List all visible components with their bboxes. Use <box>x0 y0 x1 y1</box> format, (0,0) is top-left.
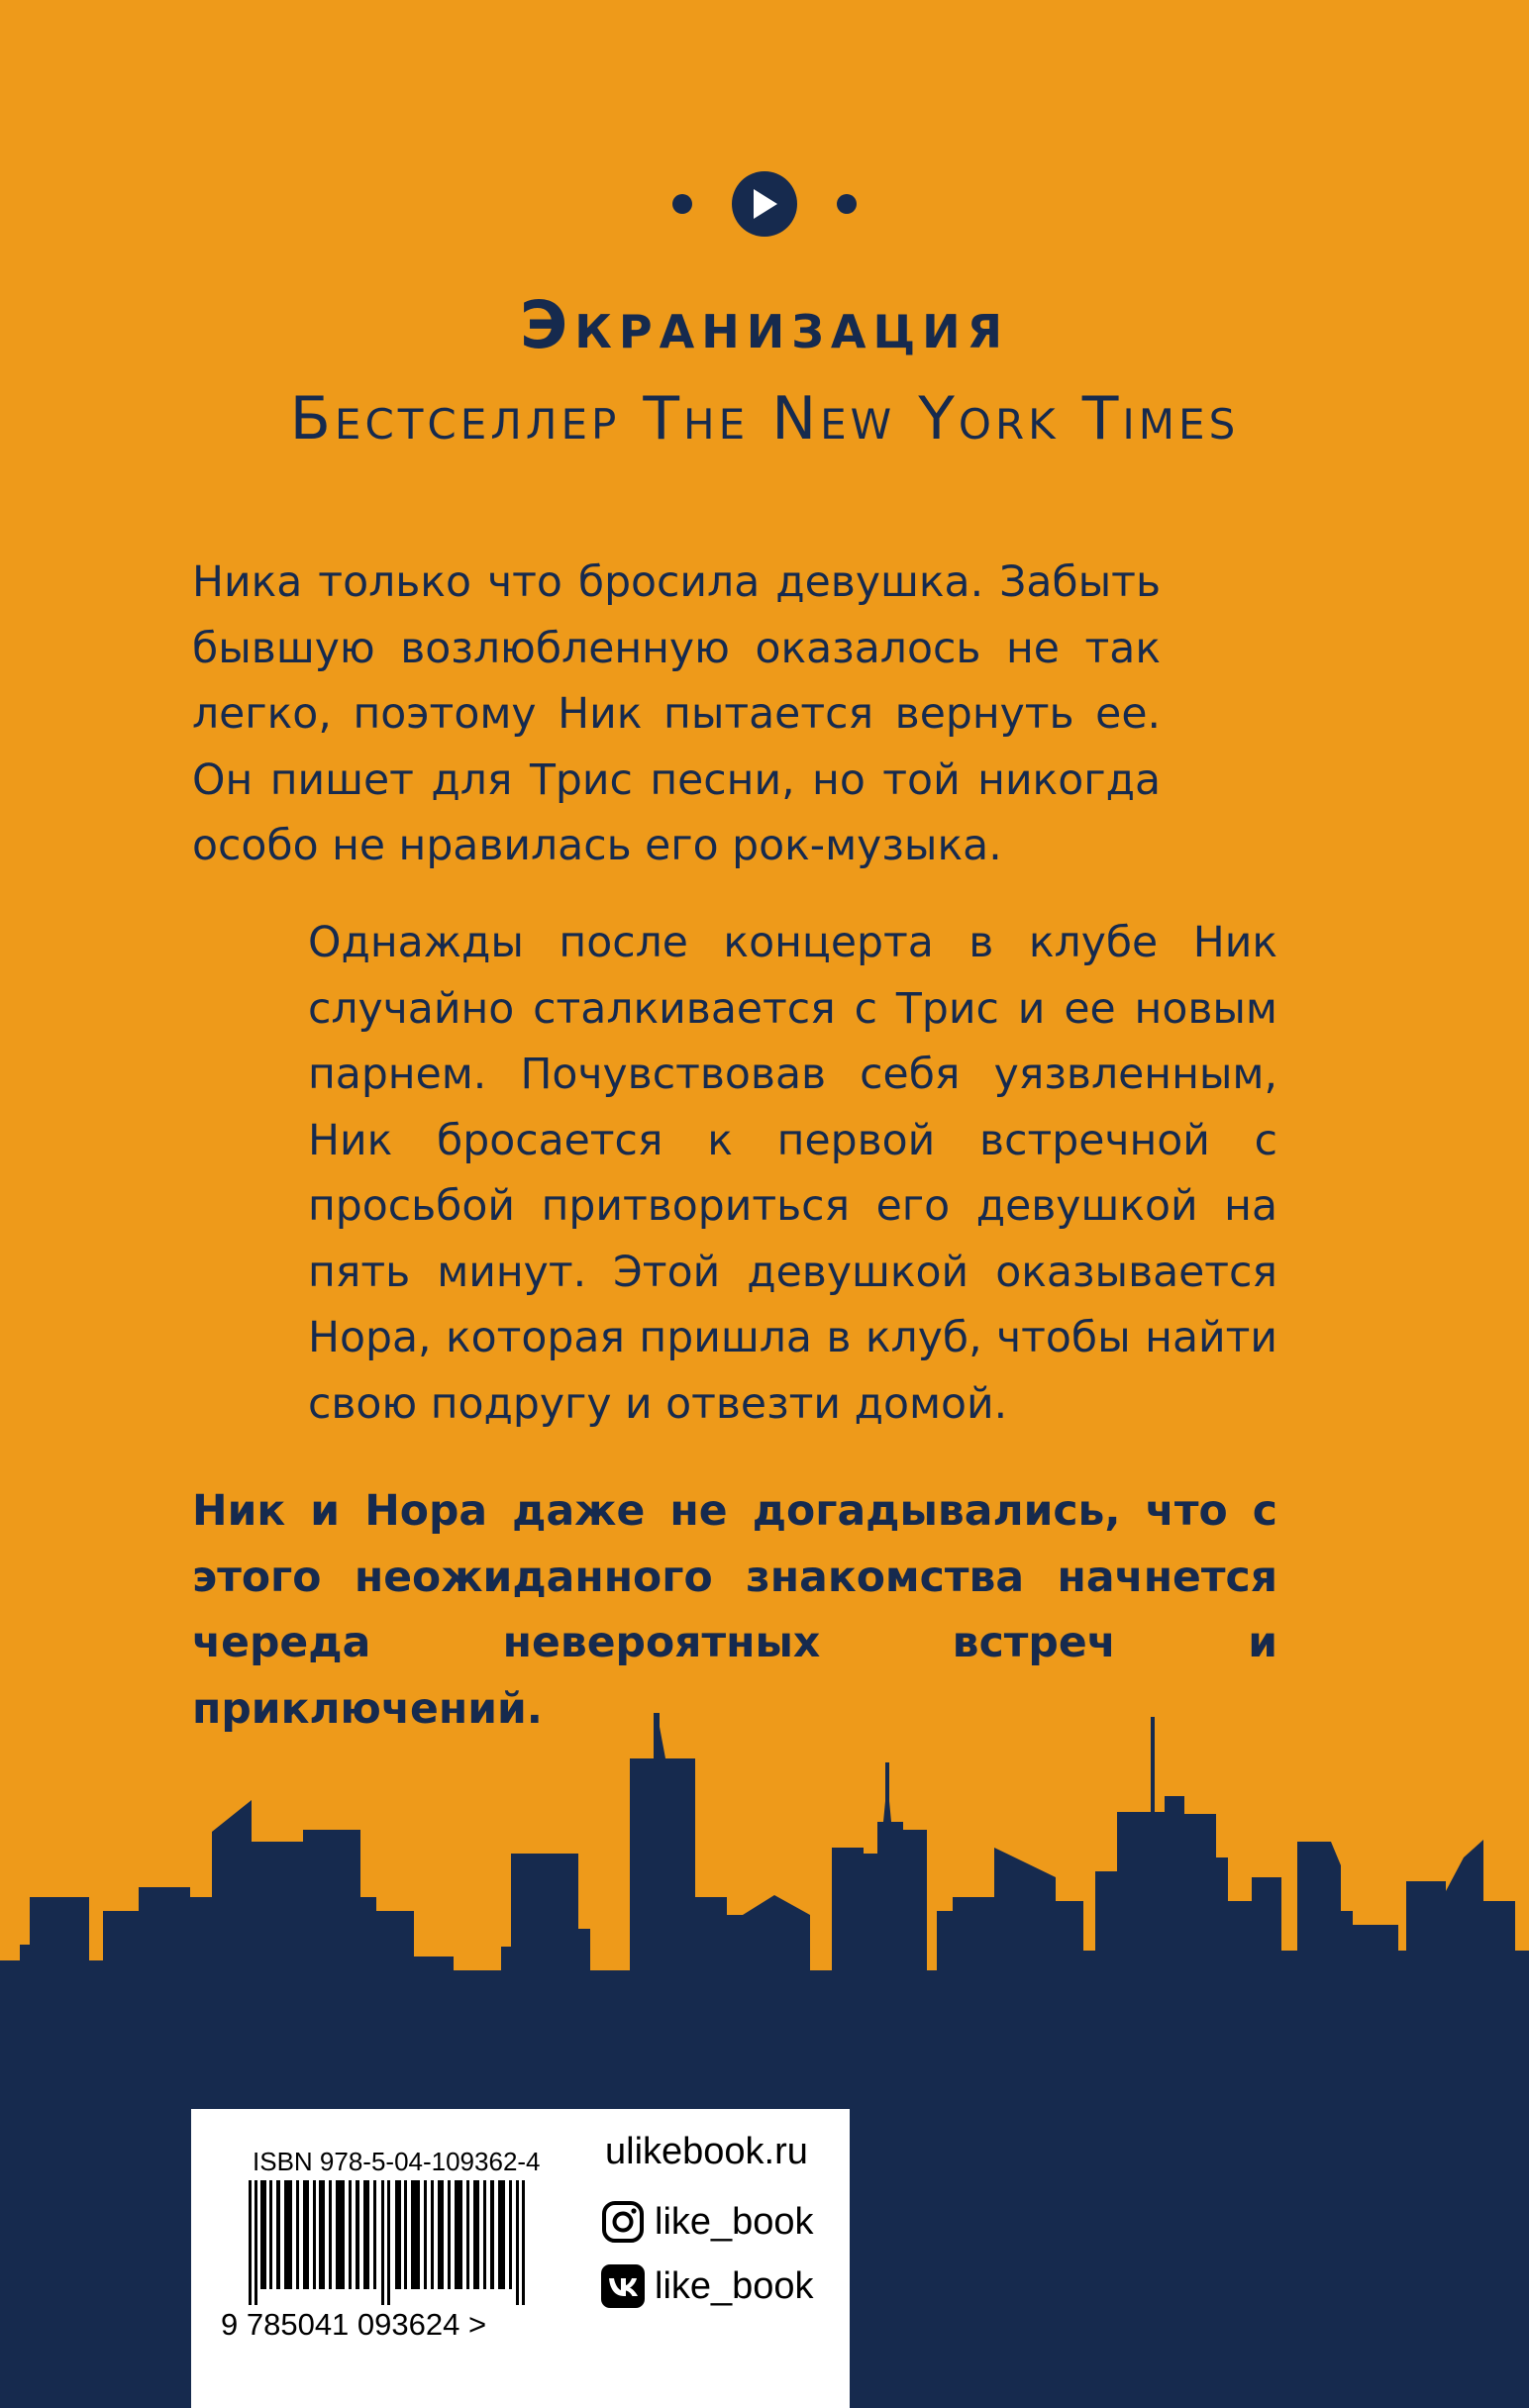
blurb-paragraph-1: Ника только что бросила девушка. Забыть бывшую возлюбленную оказалось не так легко, поэтому Ник пытается вернуть ее. Он пишет для Трис песни, но той никогда особо не нравилась его рок-музыка. <box>192 558 1161 870</box>
play-triangle-icon <box>750 187 779 221</box>
right-dot <box>837 194 857 214</box>
publisher-info-box <box>191 2109 850 2408</box>
play-ornament <box>0 170 1529 238</box>
vk-handle[interactable] <box>601 2264 814 2308</box>
vk-label: like_book <box>655 2264 814 2307</box>
barcode <box>249 2180 538 2305</box>
instagram-label: like_book <box>655 2200 814 2243</box>
blurb-paragraph-3: Ник и Нора даже не догадывались, что с этого неожиданного знакомства начнется череда невероятных встреч и приключений. <box>192 1487 1277 1734</box>
left-dot <box>672 194 692 214</box>
adaptation-heading: Экранизация <box>519 287 1010 363</box>
bestseller-heading: Бестселлер The New York Times <box>289 384 1240 453</box>
play-icon <box>732 171 797 237</box>
vk-icon <box>601 2264 645 2308</box>
instagram-handle[interactable] <box>601 2200 814 2244</box>
isbn-label: ISBN 978-5-04-109362-4 <box>253 2147 541 2176</box>
instagram-icon <box>601 2200 645 2244</box>
barcode-digits: 9 785041 093624 > <box>221 2307 487 2342</box>
website-link[interactable]: ulikebook.ru <box>605 2131 808 2172</box>
blurb-paragraph-2: Однажды после концерта в клубе Ник случайно сталкивается с Трис и ее новым парнем. Почувствовав себя уязвленным, Ник бросается к первой встречной с просьбой притвориться его девушкой на пять минут. Этой девушкой оказывается Нора, которая пришла в клуб, чтобы найти свою подругу и отвезти домой. <box>308 919 1277 1429</box>
